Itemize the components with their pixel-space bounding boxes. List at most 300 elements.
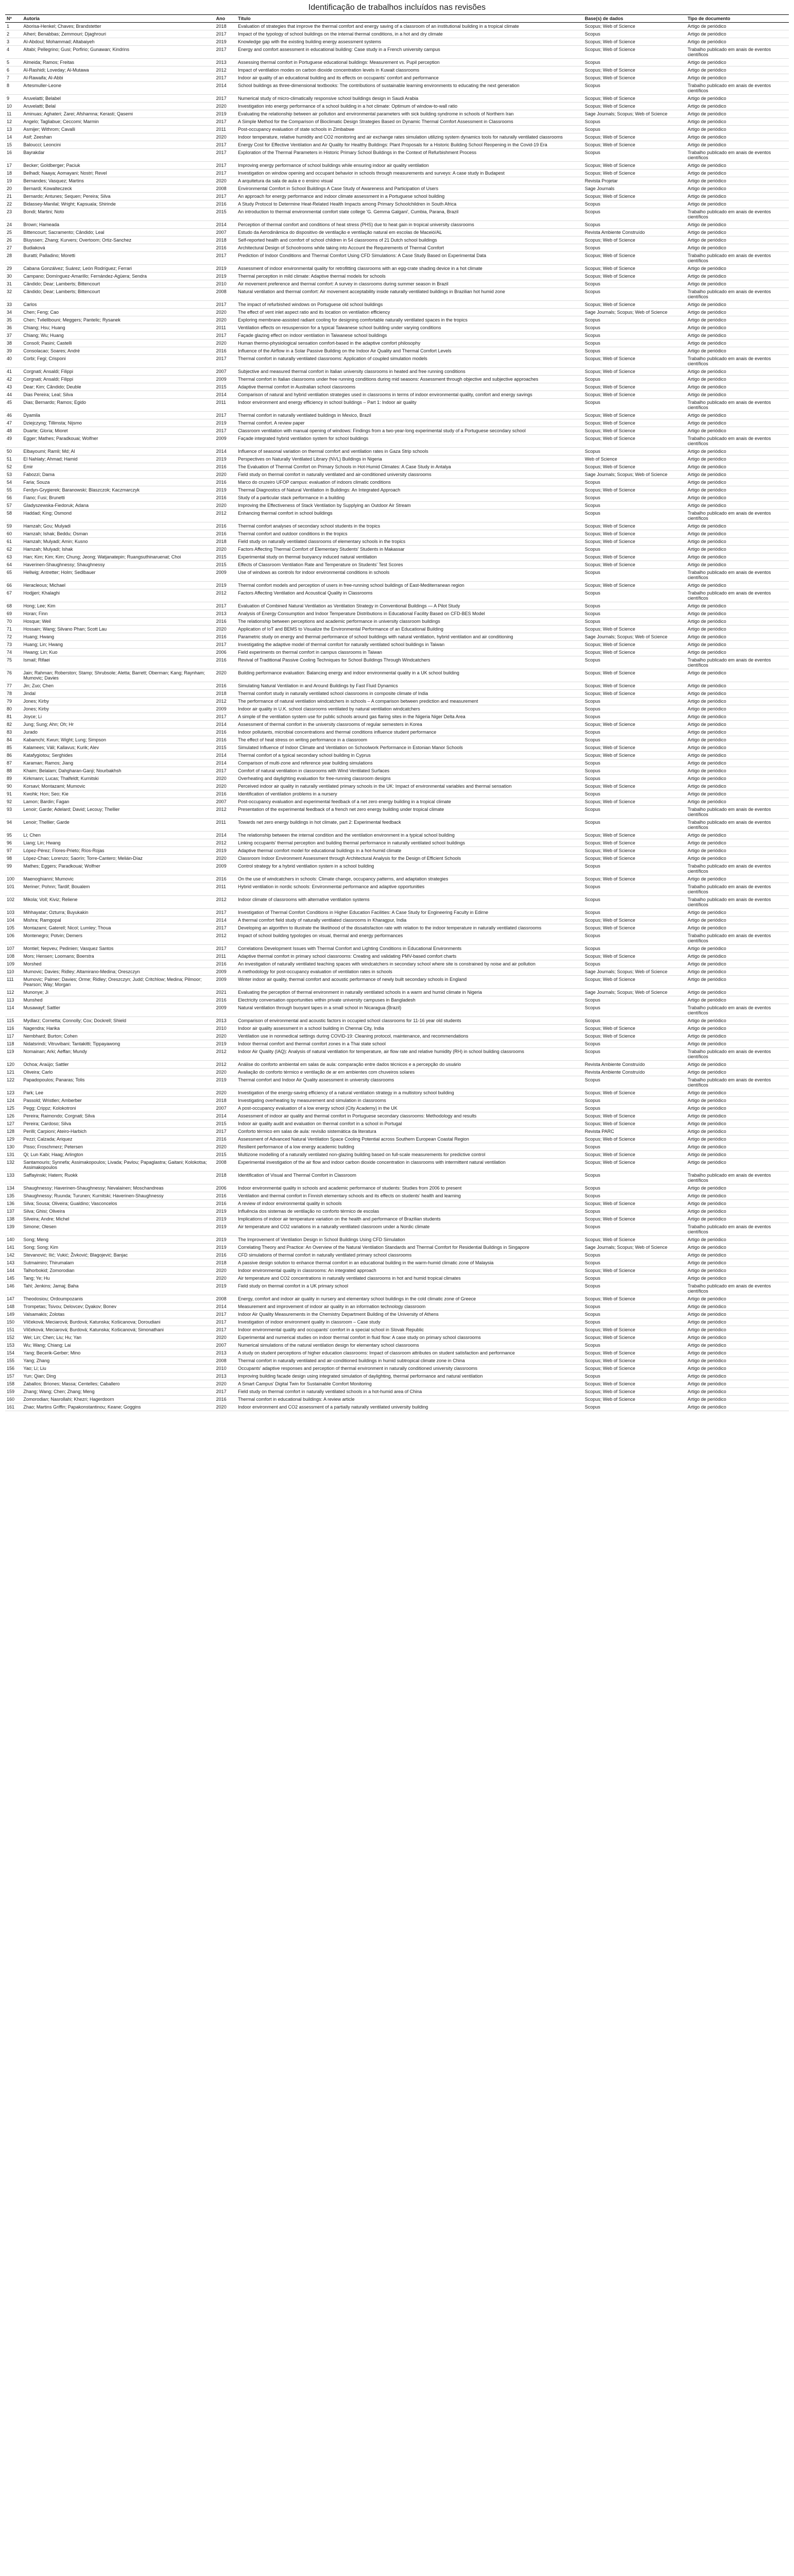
row-title: Assessment of Advanced Natural Ventilation Space Cooling Potential across Southern European Coastal Region	[236, 1136, 583, 1143]
row-databases: Scopus	[583, 610, 686, 618]
row-authors: Bidassey-Manilal; Wright; Kapsuala; Shirinde	[22, 200, 214, 208]
row-databases: Scopus	[583, 945, 686, 953]
row-document-type: Artigo de periódico	[686, 847, 789, 855]
row-title: Assessment of thermal comfort in the university classrooms of regular semesters in Korea	[236, 721, 583, 728]
row-authors: Stevanović; Ilić; Vukić; Živković; Blagojević; Banjac	[22, 1251, 214, 1259]
row-authors: Nembhard; Burton; Cohen	[22, 1032, 214, 1040]
row-year: 2017	[215, 713, 236, 721]
table-row	[5, 1282, 789, 1295]
table-row	[5, 883, 789, 896]
row-title: Experimental and numerical studies on indoor thermal comfort in fluid flow: A case study on primary school classrooms	[236, 1334, 583, 1342]
row-authors: Tahl; Jenkins; Jamaj; Baha	[22, 1282, 214, 1295]
row-document-type: Artigo de periódico	[686, 1365, 789, 1372]
row-title: Indoor air quality assessment in a school building in Chennai City, India	[236, 1025, 583, 1032]
row-document-type: Artigo de periódico	[686, 1396, 789, 1403]
row-document-type: Artigo de periódico	[686, 767, 789, 775]
row-year: 2016	[215, 875, 236, 883]
row-title: Indoor Air Quality (IAQ): Analysis of natural ventilation for temperature, air flow rate and relative humidity (RH) in school building classrooms	[236, 1048, 583, 1061]
row-databases: Scopus	[583, 1403, 686, 1411]
row-authors: Hellwig; Antretter; Holm; Sedlbauer	[22, 569, 214, 582]
row-number: 17	[5, 162, 22, 170]
table-row	[5, 30, 789, 38]
row-number: 62	[5, 546, 22, 553]
row-document-type: Artigo de periódico	[686, 1040, 789, 1048]
table-row	[5, 1275, 789, 1282]
row-year: 2012	[215, 806, 236, 819]
row-year: 2014	[215, 448, 236, 455]
row-authors: Mikola; Voll; Kiviz; Reliene	[22, 896, 214, 909]
row-authors: Dziejczyng; Tillimsta; Nijsmo	[22, 419, 214, 427]
row-number: 60	[5, 530, 22, 538]
row-databases: Scopus; Web of Science	[583, 752, 686, 759]
row-year: 2019	[215, 1282, 236, 1295]
row-authors: Cabana Gonzálvez; Suárez; León Rodríguez; Ferrari	[22, 265, 214, 273]
table-row	[5, 909, 789, 917]
row-databases: Revista Ambiente Construído	[583, 1069, 686, 1076]
row-title: Thermal comfort and Indoor Air Quality assessment in university classrooms	[236, 1076, 583, 1089]
table-row	[5, 23, 789, 30]
row-number: 161	[5, 1403, 22, 1411]
row-databases: Scopus; Web of Science	[583, 1236, 686, 1244]
row-year: 2015	[215, 553, 236, 561]
row-title: Simulated Influence of Indoor Climate and Ventilation on Schoolwork Performance in Estonian Manor Schools	[236, 744, 583, 752]
row-number: 90	[5, 783, 22, 790]
row-document-type: Trabalho publicado em anais de eventos científicos	[686, 208, 789, 221]
row-year: 2020	[215, 340, 236, 347]
row-databases: Revista Ambiente Construído	[583, 229, 686, 236]
row-databases: Scopus	[583, 1040, 686, 1048]
row-document-type: Artigo de periódico	[686, 118, 789, 126]
row-databases: Scopus; Web of Science	[583, 522, 686, 530]
table-row	[5, 1048, 789, 1061]
row-year: 2018	[215, 1259, 236, 1267]
table-row	[5, 59, 789, 66]
row-year: 2012	[215, 839, 236, 847]
row-number: 122	[5, 1076, 22, 1089]
row-year: 2017	[215, 30, 236, 38]
row-document-type: Artigo de periódico	[686, 790, 789, 798]
row-title: Energy Cost for Effective Ventilation and Air Quality for Healthy Buildings: Plant Proposals for a Historic Building School Reopening in the Covid-19 Era	[236, 141, 583, 149]
row-year: 2019	[215, 273, 236, 280]
row-title: Marco do cruzeiro UFOP campus: evaluation of indoors climatic conditions	[236, 479, 583, 486]
table-row	[5, 399, 789, 412]
row-year: 2017	[215, 1318, 236, 1326]
row-number: 13	[5, 126, 22, 133]
row-databases: Scopus	[583, 1251, 686, 1259]
row-databases: Scopus; Web of Science	[583, 721, 686, 728]
table-row	[5, 1251, 789, 1259]
table-row	[5, 1076, 789, 1089]
row-number: 132	[5, 1159, 22, 1172]
row-year: 2020	[215, 1089, 236, 1097]
row-authors: Qi; Lun Kabi; Haag; Arlington	[22, 1151, 214, 1159]
row-year: 2020	[215, 625, 236, 633]
table-row	[5, 752, 789, 759]
row-number: 24	[5, 221, 22, 229]
row-title: Indoor Air Quality Measurements in the Chemistry Department Building of the University of Athens	[236, 1311, 583, 1318]
row-databases: Scopus	[583, 589, 686, 602]
row-number: 1	[5, 23, 22, 30]
row-number: 66	[5, 582, 22, 589]
table-row	[5, 669, 789, 682]
row-authors: Angelo; Tagliabue; Ceccomi; Marmin	[22, 118, 214, 126]
row-year: 2007	[215, 368, 236, 376]
row-document-type: Trabalho publicado em anais de eventos científicos	[686, 399, 789, 412]
row-databases: Scopus	[583, 340, 686, 347]
table-row	[5, 832, 789, 839]
row-title: On the use of windcatchers in schools: Climate change, occupancy patterns, and adaptation strategies	[236, 875, 583, 883]
row-number: 130	[5, 1143, 22, 1151]
row-databases: Scopus; Web of Science	[583, 95, 686, 103]
table-row	[5, 221, 789, 229]
row-title: Control strategy for a hybrid ventilation system in a school building	[236, 862, 583, 875]
row-year: 2020	[215, 309, 236, 316]
row-document-type: Artigo de periódico	[686, 383, 789, 391]
row-document-type: Artigo de periódico	[686, 66, 789, 74]
row-authors: Al-Rashidi; Loveday; Al-Mutawa	[22, 66, 214, 74]
row-authors: Jung; Sung; Ahn; Oh; Hr	[22, 721, 214, 728]
row-document-type: Artigo de periódico	[686, 960, 789, 968]
row-authors: Dias Pereira; Leal; Silva	[22, 391, 214, 399]
row-authors: Hamzah; Gou; Mulyadi	[22, 522, 214, 530]
row-title: Indoor climate of classrooms with alternative ventilation systems	[236, 896, 583, 909]
table-row	[5, 177, 789, 185]
row-document-type: Trabalho publicado em anais de eventos científicos	[686, 862, 789, 875]
row-title: Correlations Development Issues with Thermal Comfort and Lighting Conditions in Educational Environments	[236, 945, 583, 953]
row-year: 2020	[215, 775, 236, 783]
table-row	[5, 1184, 789, 1192]
row-authors: Montiel; Nepveu; Pedinien; Vasquez Santos	[22, 945, 214, 953]
row-databases: Scopus	[583, 126, 686, 133]
row-number: 129	[5, 1136, 22, 1143]
table-row	[5, 610, 789, 618]
row-year: 2010	[215, 1025, 236, 1032]
row-year: 2016	[215, 1251, 236, 1259]
row-databases: Scopus	[583, 896, 686, 909]
row-number: 159	[5, 1388, 22, 1396]
row-databases: Scopus; Web of Science	[583, 917, 686, 924]
row-authors: Vilčeková; Meciarová; Burdová; Katunska; Košicanova; Doroudiani	[22, 1318, 214, 1326]
row-title: Adaptive thermal comfort in Australian school classrooms	[236, 383, 583, 391]
row-number: 7	[5, 74, 22, 82]
row-title: Simulating Natural Ventilation in and Around Buildings by Fast Fluid Dynamics	[236, 682, 583, 690]
row-databases: Scopus; Web of Science	[583, 103, 686, 110]
row-title: A passive design solution to enhance thermal comfort in an educational building in the warm-humid climatic zone of Malaysia	[236, 1259, 583, 1267]
row-number: 84	[5, 736, 22, 744]
row-authors: Aruvelatti; Belabel	[22, 95, 214, 103]
row-title: Application of IoT and BEMS to Visualize the Environmental Performance of an Educational Building	[236, 625, 583, 633]
row-databases: Scopus; Web of Science	[583, 383, 686, 391]
row-document-type: Artigo de periódico	[686, 23, 789, 30]
row-databases: Scopus; Web of Science	[583, 1032, 686, 1040]
row-title: Field experiments on thermal comfort in campus classrooms in Taiwan	[236, 649, 583, 656]
table-row	[5, 896, 789, 909]
row-number: 53	[5, 471, 22, 479]
row-title: Identification of Visual and Thermal Comfort in Classroom	[236, 1172, 583, 1184]
row-document-type: Artigo de periódico	[686, 265, 789, 273]
table-row	[5, 126, 789, 133]
row-document-type: Artigo de periódico	[686, 1143, 789, 1151]
row-year: 2016	[215, 347, 236, 355]
row-title: Field study on thermal comfort in a UK primary school	[236, 1282, 583, 1295]
row-title: Investigation of Thermal Comfort Conditions in Higher Education Facilities: A Case Study for Engineering Faculty in Edirne	[236, 909, 583, 917]
row-title: Influence of seasonal variation on thermal comfort and ventilation rates in Gaza Strip schools	[236, 448, 583, 455]
row-authors: Aborisa-Henkel; Chaves; Brandstetter	[22, 23, 214, 30]
page-title: Identificação de trabalhos incluídos nas revisões	[308, 3, 486, 12]
row-year: 2013	[215, 1372, 236, 1380]
row-number: 107	[5, 945, 22, 953]
row-year: 2013	[215, 1017, 236, 1025]
row-databases: Scopus	[583, 324, 686, 332]
table-row	[5, 1208, 789, 1215]
row-number: 19	[5, 177, 22, 185]
row-authors: Bayrakdar	[22, 149, 214, 162]
row-number: 125	[5, 1105, 22, 1112]
row-databases: Scopus	[583, 1259, 686, 1267]
row-year: 2014	[215, 759, 236, 767]
row-title: Estudo da Aerodinâmica do dispositivo de ventilação e ventilação natural em escolas de Maceió/AL	[236, 229, 583, 236]
row-document-type: Artigo de periódico	[686, 1372, 789, 1380]
row-authors: Musawayf; Sattler	[22, 1004, 214, 1017]
row-authors: Aminuas; Aghateri; Zarei; Afshamna; Kerasti; Qasemi	[22, 110, 214, 118]
row-document-type: Artigo de periódico	[686, 602, 789, 610]
row-title: A thermal comfort field study of naturally ventilated classrooms in Kharagpur, India	[236, 917, 583, 924]
row-databases: Scopus; Web of Science	[583, 1349, 686, 1357]
row-databases: Scopus; Web of Science	[583, 847, 686, 855]
row-document-type: Artigo de periódico	[686, 728, 789, 736]
row-authors: Li; Chen	[22, 832, 214, 839]
row-year: 2017	[215, 909, 236, 917]
row-title: Indoor temperature, relative humidity and CO2 monitoring and air exchange rates simulation utilizing system dynamics tools for naturally ventilated classrooms	[236, 133, 583, 141]
row-authors: Almeida; Ramos; Freitas	[22, 59, 214, 66]
row-authors: Mumovic; Palmer; Davies; Orme; Ridley; Oreszczyn; Judd; Critchlow; Medina; Pilmoor; Pearson; Way; Morgan	[22, 976, 214, 989]
row-databases: Scopus	[583, 713, 686, 721]
row-number: 42	[5, 376, 22, 383]
row-year: 2016	[215, 736, 236, 744]
row-databases: Scopus	[583, 996, 686, 1004]
row-databases: Scopus; Web of Science	[583, 649, 686, 656]
row-title: Investigating the adaptive model of thermal comfort for naturally ventilated school buildings in Taiwan	[236, 641, 583, 649]
row-title: Comparison of multi-zone and reference year building simulations	[236, 759, 583, 767]
row-number: 101	[5, 883, 22, 896]
row-document-type: Artigo de periódico	[686, 618, 789, 625]
table-row	[5, 625, 789, 633]
row-number: 149	[5, 1311, 22, 1318]
row-number: 22	[5, 200, 22, 208]
table-row	[5, 149, 789, 162]
row-document-type: Artigo de periódico	[686, 340, 789, 347]
table-row	[5, 932, 789, 945]
row-title: Field study on naturally ventilated classrooms of elementary schools in the tropics	[236, 538, 583, 546]
row-number: 146	[5, 1282, 22, 1295]
row-authors: Joyce; Li	[22, 713, 214, 721]
table-row	[5, 376, 789, 383]
row-year: 2012	[215, 698, 236, 705]
row-year: 2016	[215, 1200, 236, 1208]
row-year: 2016	[215, 463, 236, 471]
row-title: Towards net zero energy buildings in hot climate, part 2: Experimental feedback	[236, 819, 583, 832]
row-title: Resilient performance of a low energy academic building	[236, 1143, 583, 1151]
row-year: 2017	[215, 641, 236, 649]
row-authors: Huang; Lin; Hwang	[22, 641, 214, 649]
row-databases: Scopus; Web of Science	[583, 1267, 686, 1275]
row-number: 11	[5, 110, 22, 118]
row-authors: Song; Song; Kim	[22, 1244, 214, 1251]
row-document-type: Artigo de periódico	[686, 553, 789, 561]
row-number: 12	[5, 118, 22, 126]
row-title: Ventilation effects on resuspension for a typical Taiwanese school building under varying conditions	[236, 324, 583, 332]
row-document-type: Artigo de periódico	[686, 759, 789, 767]
row-number: 86	[5, 752, 22, 759]
row-authors: Oliveira; Carlo	[22, 1069, 214, 1076]
row-year: 2017	[215, 945, 236, 953]
row-year: 2009	[215, 862, 236, 875]
row-number: 131	[5, 1151, 22, 1159]
row-databases: Scopus	[583, 208, 686, 221]
row-year: 2012	[215, 1048, 236, 1061]
row-databases: Scopus; Web of Science	[583, 641, 686, 649]
row-number: 40	[5, 355, 22, 368]
row-number: 73	[5, 641, 22, 649]
row-databases: Scopus	[583, 316, 686, 324]
row-authors: Pisso; Froschmerz; Petersen	[22, 1143, 214, 1151]
row-authors: Silva; Sousa; Oliveira; Gualdino; Vasconcelos	[22, 1200, 214, 1208]
row-number: 55	[5, 486, 22, 494]
row-year: 2012	[215, 66, 236, 74]
row-databases: Scopus	[583, 502, 686, 510]
row-title: Indoor air quality audit and evaluation on thermal comfort in a school in Portugal	[236, 1120, 583, 1128]
row-number: 72	[5, 633, 22, 641]
table-row	[5, 280, 789, 288]
row-authors: Bernandes; Vasquez; Martins	[22, 177, 214, 185]
table-row	[5, 989, 789, 996]
table-row	[5, 1215, 789, 1223]
row-document-type: Trabalho publicado em anais de eventos científicos	[686, 355, 789, 368]
row-authors: Tang; Ye; Hu	[22, 1275, 214, 1282]
row-title: Identification of ventilation problems in a nursery	[236, 790, 583, 798]
table-header-row	[5, 15, 789, 23]
row-title: Energy, comfort and indoor air quality in nursery and elementary school buildings in the cold climatic zone of Greece	[236, 1295, 583, 1303]
row-title: Evaluating the perception of thermal environment in naturally ventilated schools in a warm and humid climate in Nigeria	[236, 989, 583, 996]
row-databases: Scopus; Web of Science	[583, 561, 686, 569]
table-row	[5, 1357, 789, 1365]
table-row	[5, 118, 789, 126]
row-year: 2017	[215, 1128, 236, 1136]
row-year: 2017	[215, 74, 236, 82]
row-databases: Scopus; Web of Science	[583, 1200, 686, 1208]
row-authors: Mishra; Ramgopal	[22, 917, 214, 924]
row-title: Thermal comfort in Italian classrooms under free running conditions during mid seasons: Assessment through objective and subjective approaches	[236, 376, 583, 383]
row-authors: Artesmuller-Leone	[22, 82, 214, 95]
row-databases: Scopus	[583, 736, 686, 744]
row-databases: Scopus; Web of Science	[583, 1112, 686, 1120]
row-title: Análise do conforto ambiental em salas de aula: comparação entre dados técnicos e a percepção do usuário	[236, 1061, 583, 1069]
row-number: 52	[5, 463, 22, 471]
row-authors: Shaughnessy; Haverinen-Shaughnessy; Nevalainen; Moschandreas	[22, 1184, 214, 1192]
row-year: 2012	[215, 932, 236, 945]
table-row	[5, 530, 789, 538]
row-databases: Scopus	[583, 1275, 686, 1282]
row-year: 2009	[215, 435, 236, 448]
table-row	[5, 1192, 789, 1200]
table-row	[5, 383, 789, 391]
row-year: 2016	[215, 656, 236, 669]
row-title: Perceived indoor air quality in naturally ventilated primary schools in the UK: Impact of environmental variables and thermal sensation	[236, 783, 583, 790]
row-number: 106	[5, 932, 22, 945]
row-number: 69	[5, 610, 22, 618]
row-title: Investigation of indoor environment quality in classroom – Case study	[236, 1318, 583, 1326]
row-year: 2019	[215, 110, 236, 118]
row-databases: Scopus; Web of Science	[583, 976, 686, 989]
row-authors: López-Pérez; Flores-Prieto; Ríos-Rojas	[22, 847, 214, 855]
row-document-type: Artigo de periódico	[686, 721, 789, 728]
row-authors: Heracleous; Michael	[22, 582, 214, 589]
row-year: 2011	[215, 324, 236, 332]
row-databases: Scopus; Web of Science	[583, 1326, 686, 1334]
row-number: 135	[5, 1192, 22, 1200]
row-title: Post-occupancy evaluation of state schools in Zimbabwe	[236, 126, 583, 133]
row-databases: Scopus	[583, 960, 686, 968]
row-authors: Montenegro; Potvin; Demers	[22, 932, 214, 945]
row-authors: Hamzah; Mulyadi; Amin; Kusno	[22, 538, 214, 546]
row-databases: Scopus; Web of Science	[583, 530, 686, 538]
row-document-type: Artigo de periódico	[686, 1357, 789, 1365]
row-number: 102	[5, 896, 22, 909]
row-document-type: Artigo de periódico	[686, 494, 789, 502]
row-number: 111	[5, 976, 22, 989]
table-row	[5, 790, 789, 798]
row-year: 2019	[215, 1215, 236, 1223]
row-authors: Chiang; Wu; Huang	[22, 332, 214, 340]
table-row	[5, 1120, 789, 1128]
row-year: 2020	[215, 669, 236, 682]
table-row	[5, 953, 789, 960]
row-document-type: Artigo de periódico	[686, 798, 789, 806]
row-document-type: Artigo de periódico	[686, 633, 789, 641]
row-title: Air temperature and CO2 variations in a naturally ventilated classroom under a Nordic climate	[236, 1223, 583, 1236]
row-databases: Scopus; Web of Science	[583, 839, 686, 847]
table-row	[5, 1112, 789, 1120]
row-document-type: Artigo de periódico	[686, 280, 789, 288]
row-databases: Scopus	[583, 59, 686, 66]
row-databases: Scopus	[583, 790, 686, 798]
row-document-type: Artigo de periódico	[686, 713, 789, 721]
table-row	[5, 641, 789, 649]
row-number: 91	[5, 790, 22, 798]
row-title: Classroom Indoor Environment Assessment through Architectural Analysis for the Design of Efficient Schools	[236, 855, 583, 862]
row-authors: Zhao; Martins Griffin; Papakonstantinou; Keane; Goggins	[22, 1403, 214, 1411]
row-authors: Consolacao; Soares; André	[22, 347, 214, 355]
row-year: 2020	[215, 133, 236, 141]
row-document-type: Artigo de periódico	[686, 996, 789, 1004]
row-title: Investigating overheating by measurement and simulation in classrooms	[236, 1097, 583, 1105]
table-row	[5, 288, 789, 301]
row-authors: Budiaková	[22, 244, 214, 252]
table-row	[5, 618, 789, 625]
row-document-type: Artigo de periódico	[686, 736, 789, 744]
header-authors: Autoria	[22, 15, 214, 23]
row-title: Overheating and daylighting evaluation for free-running classroom designs	[236, 775, 583, 783]
row-authors: Jones; Kirby	[22, 705, 214, 713]
row-number: 104	[5, 917, 22, 924]
row-title: An investigation of naturally ventilated teaching spaces with windcatchers in secondary school where site is constrained by noise and air pollution	[236, 960, 583, 968]
row-title: Indoor environmental quality and occupants' comfort in a special school in Slovak Republic	[236, 1326, 583, 1334]
row-authors: Jain; Rahman; Roberston; Stamp; Shrubsole; Aletta; Barrett; Oberman; Kang; Raynham; Mumovic; Davies	[22, 669, 214, 682]
row-title: Thermal comfort models and perception of users in free-running school buildings of East-Mediterranean region	[236, 582, 583, 589]
row-title: CFD simulations of thermal comfort in naturally ventilated primary school classrooms	[236, 1251, 583, 1259]
row-number: 105	[5, 924, 22, 932]
row-title: An approach for energy performance and indoor climate assessment in a Portuguese school building	[236, 193, 583, 200]
